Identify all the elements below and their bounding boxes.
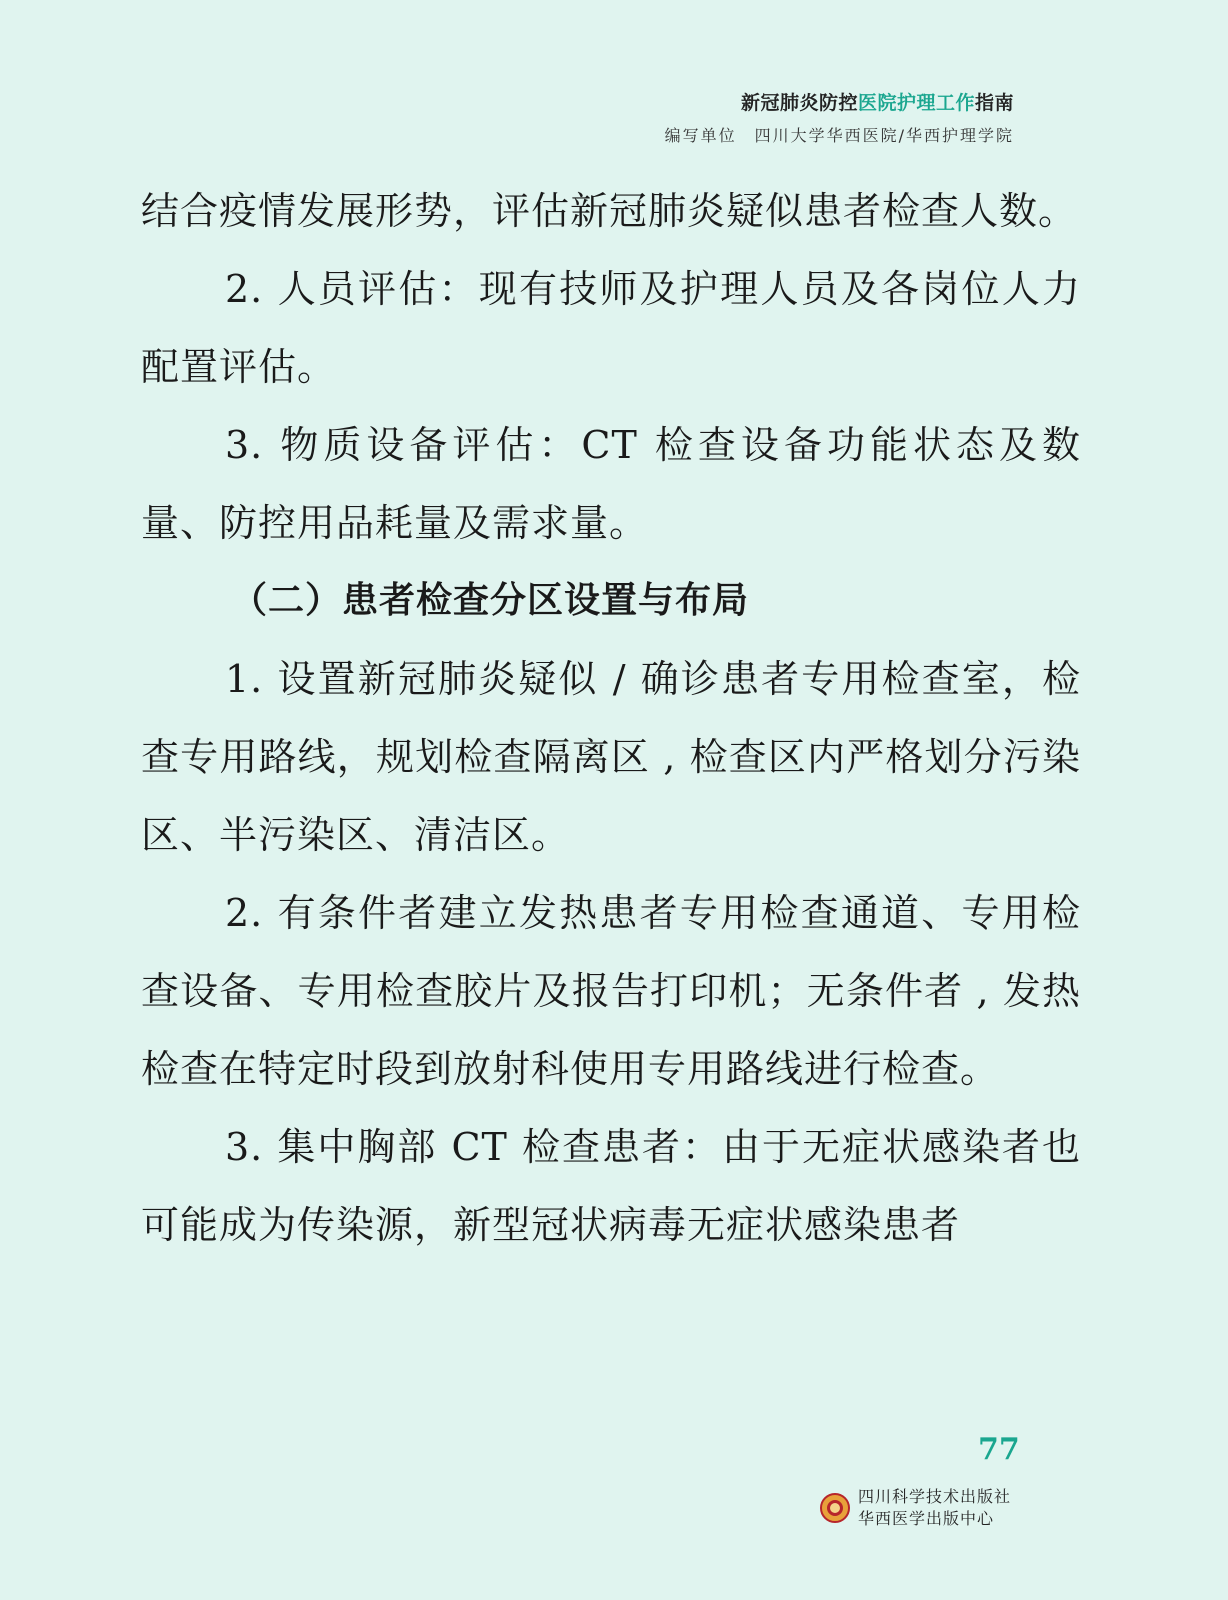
publisher-block (820, 1486, 1011, 1530)
publisher-logo-icon (820, 1493, 850, 1523)
book-title-highlight: 医院护理工作 (857, 92, 975, 114)
paragraph-dedicated-room: 1. 设置新冠肺炎疑似 / 确诊患者专用检查室，检查专用路线，规划检查隔离区 , 检查区内严格划分污染区、半污染区、清洁区。 (141, 657, 1081, 857)
paragraph-continuation: 结合疫情发展形势，评估新冠肺炎疑似患者检查人数。 (141, 189, 1078, 233)
running-header (665, 88, 1014, 146)
page-number: 77 (978, 1432, 1020, 1467)
publisher-center: 华西医学出版中心 (858, 1509, 995, 1528)
paragraph-equipment: 3. 物质设备评估：CT 检查设备功能状态及数量、防控用品耗量及需求量。 (141, 423, 1081, 545)
book-title (665, 88, 1014, 115)
paragraph-fever-channel: 2. 有条件者建立发热患者专用检查通道、专用检查设备、专用检查胶片及报告打印机；无条件者 , 发热检查在特定时段到放射科使用专用路线进行检查。 (141, 891, 1081, 1091)
editing-unit: 编写单位 四川大学华西医院/华西护理学院 (664, 126, 1014, 145)
publisher-name: 四川科学技术出版社 (858, 1487, 1012, 1506)
paragraph-chest-ct: 3. 集中胸部 CT 检查患者：由于无症状感染者也可能成为传染源，新型冠状病毒无症状感染患者 (141, 1125, 1081, 1247)
paragraph-personnel: 2. 人员评估：现有技师及护理人员及各岗位人力配置评估。 (141, 267, 1081, 389)
book-title-part1: 新冠肺炎防控 (740, 92, 858, 114)
section-heading: （二）患者检查分区设置与布局 (231, 580, 750, 621)
page-body (141, 172, 1081, 1264)
book-title-part2: 指南 (974, 92, 1014, 114)
